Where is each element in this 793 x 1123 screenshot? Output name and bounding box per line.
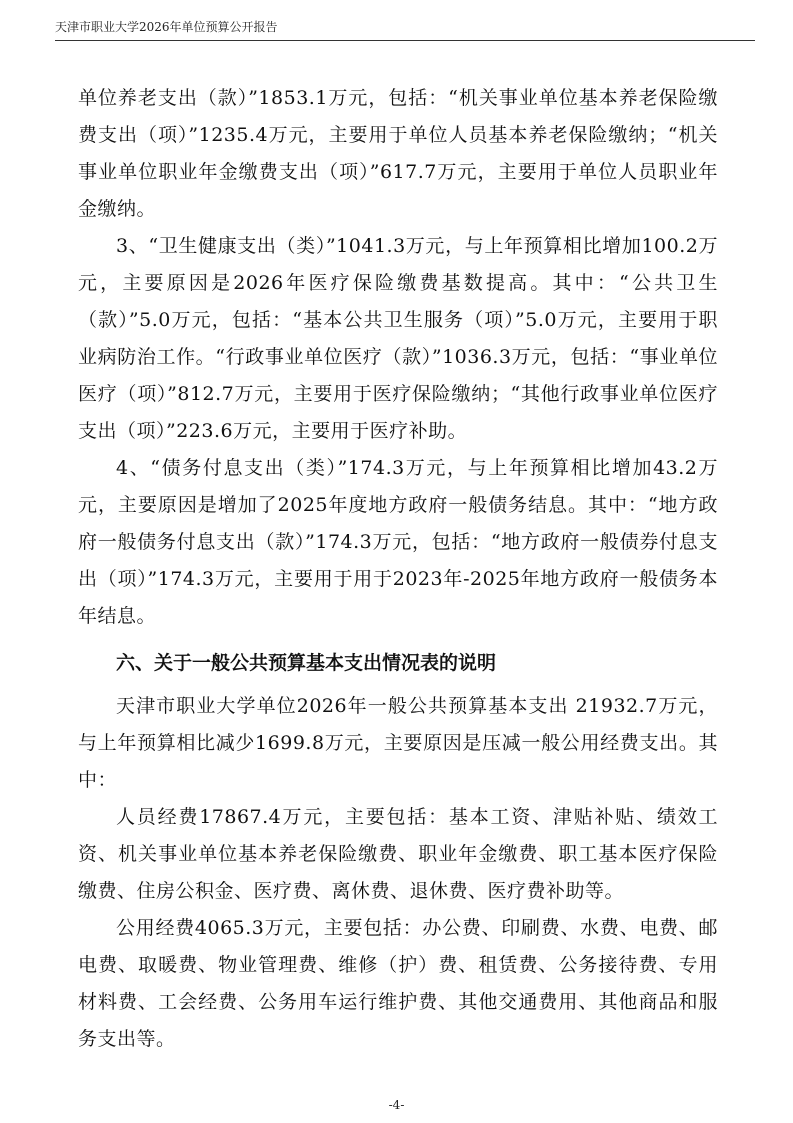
paragraph-pension-continuation: 单位养老支出（款）”1853.1万元，包括：“机关事业单位基本养老保险缴费支出（项）”1235.4万元，主要用于单位人员基本养老保险缴纳；“机关事业单位职业年金缴费支出（项）”617.7万元，主要用于单位人员职业年金缴纳。 [78,87,718,220]
paragraph-public-costs: 公用经费4065.3万元，主要包括：办公费、印刷费、水费、电费、邮电费、取暖费、物业管理费、维修（护）费、租赁费、公务接待费、专用材料费、工会经费、公务用车运行维护费、其他交通费用、其他商品和服务支出等。 [78,917,718,1050]
document-body [78,80,718,1058]
page-number: -4- [388,1098,405,1112]
paragraph-personnel-costs: 人员经费17867.4万元，主要包括：基本工资、津贴补贴、绩效工资、机关事业单位基本养老保险缴费、职业年金缴费、职工基本医疗保险缴费、住房公积金、医疗费、离休费、退休费、医疗费补助等。 [78,806,718,902]
paragraph-debt-interest: 4、“债务付息支出（类）”174.3万元，与上年预算相比增加43.2万元，主要原因是增加了2025年度地方政府一般债务结息。其中：“地方政府一般债务付息支出（款）”174.3万元，包括：“地方政府一般债券付息支出（项）”174.3万元，主要用于用于2023年-2025年地方政府一般债务本年结息。 [78,457,718,627]
header-divider [55,40,755,41]
page-header: 天津市职业大学2026年单位预算公开报告 [55,20,278,34]
paragraph-basic-expenditure: 天津市职业大学单位2026年一般公共预算基本支出 21932.7万元，与上年预算相比减少1699.8万元，主要原因是压减一般公用经费支出。其中： [78,695,718,791]
paragraph-health-expenditure: 3、“卫生健康支出（类）”1041.3万元，与上年预算相比增加100.2万元，主要原因是2026年医疗保险缴费基数提高。其中：“公共卫生（款）”5.0万元，包括：“基本公共卫生服务（项）”5.0万元，主要用于职业病防治工作。“行政事业单位医疗（款）”1036.3万元，包括：“事业单位医疗（项）”812.7万元，主要用于医疗保险缴纳；“其他行政事业单位医疗支出（项）”223.6万元，主要用于医疗补助。 [78,235,718,442]
section-heading: 六、关于一般公共预算基本支出情况表的说明 [116,652,497,674]
